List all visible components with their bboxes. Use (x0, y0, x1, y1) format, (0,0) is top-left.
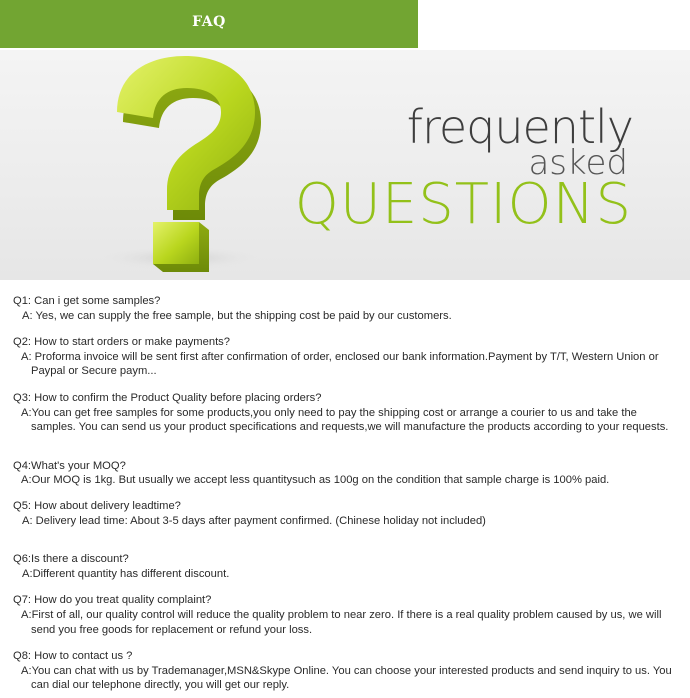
faq-item-7 (13, 593, 683, 637)
faq-question-7: Q7: How do you treat quality complaint? (13, 594, 212, 607)
faq-question-4: Q4:What's your MOQ? (13, 459, 126, 472)
faq-question-1: Q1: Can i get some samples? (13, 295, 161, 307)
faq-banner (0, 50, 690, 280)
banner-title-line1: frequently (406, 100, 633, 154)
faq-tab-label: FAQ (192, 14, 226, 30)
faq-question-8: Q8: How to contact us ? (13, 650, 133, 663)
faq-answer-6: A:Different quantity has different discount. (22, 567, 230, 580)
faq-question-3: Q3: How to confirm the Product Quality before placing orders? (13, 391, 322, 404)
faq-item-8 (13, 649, 683, 693)
faq-tab (0, 0, 418, 48)
faq-question-6: Q6:Is there a discount? (13, 553, 129, 566)
faq-item-3 (13, 391, 683, 435)
faq-item-6 (13, 552, 683, 581)
faq-item-2 (13, 335, 683, 379)
faq-question-5: Q5: How about delivery leadtime? (13, 499, 181, 512)
faq-answer-7: A:First of all, our quality control will reduce the quality problem to near zero. If there is a real quality problem caused by us, we will send you free goods for replacement or refund your loss. (21, 608, 662, 636)
faq-item-5 (13, 499, 683, 528)
faq-answer-1: A: Yes, we can supply the free sample, but the shipping cost be paid by our customers. (22, 309, 452, 322)
faq-item-1 (13, 294, 683, 323)
faq-question-2: Q2: How to start orders or make payments? (13, 336, 230, 349)
faq-answer-2: A: Proforma invoice will be sent first after confirmation of order, enclosed our bank information.Payment by T/T, Western Union or Paypal or Secure paym... (21, 350, 659, 378)
faq-answer-8: A:You can chat with us by Trademanager,MSN&Skype Online. You can choose your interested products and send inquiry to us. You can dial our telephone directly, you will get our reply. (21, 664, 672, 692)
faq-answer-3: A:You can get free samples for some products,you only need to pay the shipping cost or arrange a courier to us and take the samples. You can send us your product specifications and requests,we will manufacture the products according to your requests. (21, 406, 669, 434)
faq-answer-4: A:Our MOQ is 1kg. But usually we accept less quantitysuch as 100g on the condition that sample charge is 100% paid. (21, 474, 610, 487)
banner-title-line2: asked (528, 143, 628, 183)
banner-title-line3: QUESTIONS (294, 172, 632, 237)
faq-answer-5: A: Delivery lead time: About 3-5 days after payment confirmed. (Chinese holiday not included) (22, 514, 486, 527)
faq-list (13, 294, 683, 693)
question-mark-icon (95, 50, 265, 280)
faq-item-4 (13, 459, 683, 488)
